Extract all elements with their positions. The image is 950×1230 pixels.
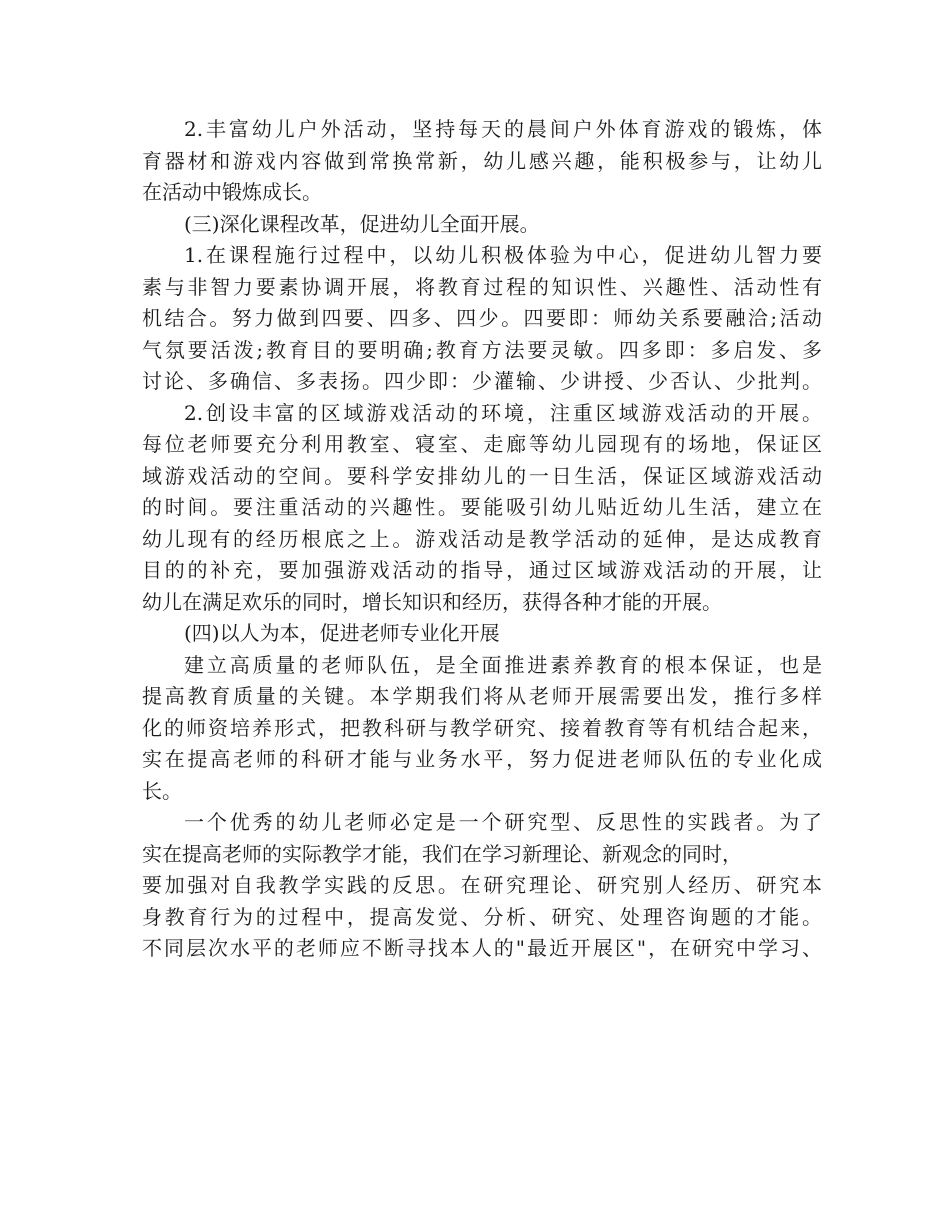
text-line: 域游戏活动的空间。要科学安排幼儿的一日生活，保证区域游戏活动: [142, 463, 822, 488]
text-line: 实在提高老师的实际教学才能，我们在学习新理论、新观念的同时，: [142, 841, 742, 866]
text-line: 的时间。要注重活动的兴趣性。要能吸引幼儿贴近幼儿生活，建立在: [142, 495, 822, 519]
text-line: 目的的补充，要加强游戏活动的指导，通过区域游戏活动的开展，让: [142, 558, 822, 582]
text-line: 一个优秀的幼儿老师必定是一个研究型、反思性的实践者。为了: [184, 810, 822, 834]
text-line: 不同层次水平的老师应不断寻找本人的"最近开展区"，在研究中学习、: [142, 936, 822, 960]
text-line: 幼儿现有的经历根底之上。游戏活动是教学活动的延伸，是达成教育: [142, 526, 822, 551]
text-line: 2.创设丰富的区域游戏活动的环境，注重区域游戏活动的开展。: [184, 400, 822, 425]
text-line: 实在提高老师的科研才能与业务水平，努力促进老师队伍的专业化成: [142, 747, 822, 771]
section-heading: (四)以人为本，促进老师专业化开展: [184, 621, 500, 645]
text-line: 机结合。努力做到四要、四多、四少。四要即：师幼关系要融洽;活动: [142, 306, 822, 330]
text-line: 素与非智力要素协调开展，将教育过程的知识性、兴趣性、活动性有: [142, 274, 822, 299]
text-line: 每位老师要充分利用教室、寝室、走廊等幼儿园现有的场地，保证区: [142, 432, 822, 456]
text-line: 化的师资培养形式，把教科研与教学研究、接着教育等有机结合起来，: [142, 715, 822, 740]
text-line: 气氛要活泼;教育目的要明确;教育方法要灵敏。四多即：多启发、多: [142, 337, 822, 362]
text-line: 身教育行为的过程中，提高发觉、分析、研究、处理咨询题的才能。: [142, 904, 822, 929]
text-line: 2.丰富幼儿户外活动，坚持每天的晨间户外体育游戏的锻炼，体: [184, 117, 822, 141]
text-line: 育器材和游戏内容做到常换常新，幼儿感兴趣，能积极参与，让幼儿: [142, 148, 822, 173]
text-line: 讨论、多确信、多表扬。四少即：少灌输、少讲授、少否认、少批判。: [142, 369, 822, 393]
text-line: 建立高质量的老师队伍，是全面推进素养教育的根本保证，也是: [184, 652, 822, 677]
section-heading: (三)深化课程改革，促进幼儿全面开展。: [184, 211, 540, 236]
text-line: 提高教育质量的关键。本学期我们将从老师开展需要出发，推行多样: [142, 684, 822, 708]
text-line: 要加强对自我教学实践的反思。在研究理论、研究别人经历、研究本: [142, 873, 822, 897]
document-page: [142, 114, 822, 965]
text-line: 长。: [142, 778, 182, 803]
text-line: 1.在课程施行过程中，以幼儿积极体验为中心，促进幼儿智力要: [184, 243, 822, 267]
text-line: 幼儿在满足欢乐的同时，增长知识和经历，获得各种才能的开展。: [142, 589, 722, 614]
text-line: 在活动中锻炼成长。: [142, 180, 322, 204]
